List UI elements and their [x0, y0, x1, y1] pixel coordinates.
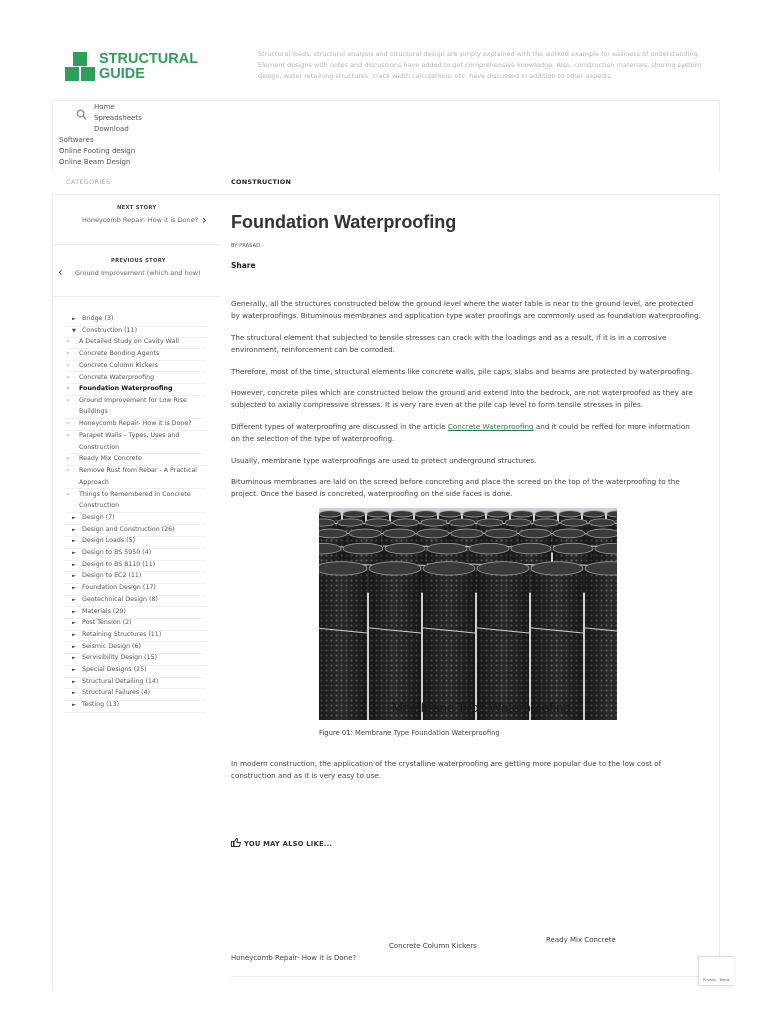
chevron-right-icon[interactable]: › [202, 213, 207, 227]
category-label: Things to Remembered in Concrete Construction [79, 490, 191, 509]
category-sub-item[interactable] [66, 465, 206, 489]
chevron-double-right-icon: » [66, 467, 70, 475]
category-label: Design and Construction (26) [82, 525, 175, 533]
caret-right-icon: ► [72, 608, 76, 615]
category-label: Concrete Waterproofing [79, 373, 155, 381]
concrete-waterproofing-link[interactable]: Concrete Waterproofing [447, 422, 534, 431]
related-post-link[interactable]: Ready Mix Concrete [546, 936, 616, 944]
category-label: Post Tension (2) [82, 619, 132, 627]
category-sub-item[interactable] [66, 430, 206, 454]
chevron-left-icon[interactable]: ‹ [58, 265, 63, 279]
chevron-double-right-icon: » [66, 385, 70, 393]
category-label: Ground Improvement for Low Rise Buildings [79, 396, 187, 416]
category-label: Materials (29) [82, 607, 126, 615]
you-may-also-like-heading: YOU MAY ALSO LIKE... [231, 838, 332, 848]
category-label: Special Designs (25) [82, 666, 147, 673]
caret-right-icon: ► [72, 690, 76, 697]
thumbs-up-icon [231, 838, 241, 847]
category-sub-item[interactable] [66, 489, 206, 513]
chevron-double-right-icon: » [66, 420, 70, 428]
site-tagline: Structural loads, structural analysis and structural design are simply explained with the worked example for easiness of understanding. Element designs with notes and discussions have added to get comprehensive knowledge. Also, construction materials, shoring system design, water retaining structures, crack width calculations, etc. have discussed in addition to other aspects. [258, 50, 702, 80]
related-post-link[interactable]: Concrete Column Kickers [389, 942, 477, 950]
image-overlay-text: Membrane Type Waterproofing [392, 700, 571, 715]
category-label: Retaining Structures (11) [82, 630, 162, 638]
chevron-double-right-icon: » [66, 455, 70, 463]
site-logo[interactable] [65, 52, 198, 82]
related-post-link[interactable]: Honeycomb Repair- How it is Done? [231, 954, 357, 962]
caret-right-icon: ► [72, 667, 76, 673]
category-label: Concrete Bonding Agents [79, 350, 160, 358]
caret-right-icon: ► [72, 643, 76, 650]
category-label: Foundation Design (17) [82, 584, 156, 592]
category-label: Design to BS 8110 (11) [82, 560, 156, 568]
category-label: Structural Detailing (14) [82, 677, 159, 685]
caret-right-icon: ► [72, 678, 76, 685]
category-label: Design Loads (5) [82, 537, 136, 545]
caret-right-icon: ► [72, 655, 76, 662]
byline: BY PRASAD - [231, 243, 264, 249]
next-story-label: NEXT STORY [117, 205, 157, 211]
category-label: Concrete Column Kickers [79, 361, 158, 369]
category-label: Foundation Waterproofing [79, 385, 173, 393]
divider [231, 976, 720, 977]
caret-right-icon: ► [72, 631, 76, 638]
caret-right-icon: ► [72, 316, 76, 322]
article-paragraph: In modern construction, the application of the crystalline waterproofing are getting more popular due to the low cost of construction and as it is very easy to use. [231, 759, 662, 780]
chevron-double-right-icon: » [66, 373, 70, 381]
category-label: Design to BS 5950 (4) [82, 549, 152, 556]
caret-right-icon: ► [72, 514, 76, 521]
search-icon[interactable] [76, 109, 87, 122]
caret-right-icon: ► [72, 573, 76, 580]
category-sub-item[interactable] [66, 395, 206, 419]
category-item[interactable] [64, 699, 206, 713]
caret-right-icon: ► [72, 538, 76, 545]
divider [52, 194, 53, 990]
category-label: Parapet Walls – Types, Uses and Construction [79, 432, 180, 451]
category-sub-item[interactable] [66, 372, 206, 385]
article-paragraph: Usually, membrane type waterproofings are used to protect underground structures. [231, 456, 537, 465]
divider [52, 296, 220, 297]
nav-spreadsheets[interactable]: Spreadsheets [94, 114, 142, 122]
article-paragraph: Bituminous membranes are laid on the screed before concreting and place the screed on the top of the waterproofing to the project. Once the based is concreted, waterproofing on the side faces is done. [231, 477, 680, 498]
category-label: Remove Rust from Rebar - A Practical Approach [79, 467, 197, 486]
caret-right-icon: ► [72, 620, 76, 627]
caret-right-icon: ► [72, 585, 76, 592]
nav-home[interactable]: Home [94, 103, 115, 111]
chevron-double-right-icon: » [66, 396, 70, 404]
logo-mark-icon [65, 52, 97, 82]
nav-download[interactable]: Download [94, 125, 129, 133]
chevron-double-right-icon: » [66, 338, 70, 346]
divider [52, 244, 220, 245]
category-sub-item[interactable] [66, 383, 206, 396]
divider [719, 194, 720, 984]
caret-down-icon: ▼ [72, 327, 76, 334]
category-label: Construction (11) [82, 326, 138, 334]
category-label: Ready Mix Concrete [79, 455, 142, 463]
category-sub-item[interactable] [66, 453, 206, 466]
recaptcha-badge[interactable]: Privacy - Terms [698, 956, 734, 986]
chevron-double-right-icon: » [66, 432, 70, 439]
categories-label: CATEGORIES [66, 178, 111, 186]
category-sub-item[interactable] [66, 360, 206, 373]
chevron-double-right-icon: » [66, 350, 70, 358]
category-label: Honeycomb Repair- How it is Done? [79, 420, 192, 428]
category-sub-item[interactable] [66, 336, 206, 349]
article-paragraph: Therefore, most of the time, structural elements like concrete walls, pile caps, slabs and beams are protected by waterproofing. [231, 367, 693, 376]
nav-softwares[interactable]: Softwares [59, 136, 94, 144]
top-navigation [52, 100, 720, 172]
divider [52, 194, 720, 195]
logo-text: STRUCTURAL GUIDE [99, 51, 199, 82]
caret-right-icon: ► [72, 596, 76, 603]
category-label: Design to EC2 (11) [82, 572, 142, 580]
page-title: Foundation Waterproofing [231, 212, 457, 232]
caret-right-icon: ► [72, 526, 76, 533]
chevron-double-right-icon: » [66, 361, 70, 369]
chevron-double-right-icon: » [66, 490, 70, 498]
category-label: Servisibility Design (15) [82, 654, 158, 662]
category-label: Design (7) [82, 513, 115, 521]
category-sub-item[interactable] [66, 418, 206, 431]
previous-story-link[interactable]: Ground Improvement (which and how) [75, 269, 201, 277]
category-label: Testing (13) [82, 701, 120, 709]
category-label: Geotechnical Design (8) [82, 595, 158, 603]
breadcrumb-category[interactable]: CONSTRUCTION [231, 178, 292, 186]
caret-right-icon: ► [72, 702, 76, 709]
previous-story-label: PREVIOUS STORY [111, 258, 166, 264]
category-label: A Detailed Study on Cavity Wall [79, 338, 179, 346]
category-sub-item[interactable] [66, 348, 206, 361]
article-paragraph: Different types of waterproofing are discussed in the article Concrete Waterproofing and it could be reffed for more information on the selection of the type of waterproofing. [231, 422, 690, 443]
next-story-link[interactable]: Honeycomb Repair- How it is Done? [82, 216, 199, 224]
category-label: Seismic Design (6) [82, 642, 141, 650]
nav-online-beam-design[interactable]: Online Beam Design [59, 158, 131, 166]
category-label: Bridge (3) [82, 315, 114, 322]
figure-caption: Figure 01: Membrane Type Foundation Waterproofing [319, 729, 500, 737]
share-button[interactable]: Share [231, 261, 256, 270]
caret-right-icon: ► [72, 561, 76, 568]
article-paragraph: Generally, all the structures constructed below the ground level where the water table is near to the ground level, are protected by waterproofings. Bituminous membranes and application type water proofings are commonly used as foundation waterproofing. [231, 299, 701, 320]
nav-online-footing-design[interactable]: Online Footing design [59, 147, 136, 155]
caret-right-icon: ► [72, 550, 76, 556]
article-paragraph: However, concrete piles which are constructed below the ground and extend into the bedrock, are not waterproofed as they are subjected to axially compressive stresses. It is very rare even at the pile cap level to form tensile stresses in piles. [231, 388, 693, 409]
membrane-waterproofing-image [319, 508, 617, 720]
article-paragraph: The structural element that subjected to tensile stresses can crack with the loadings and as a result, if it is in a corrosive environment, reinforcement can be corroded. [231, 333, 667, 354]
category-label: Structural Failures (4) [82, 689, 151, 697]
